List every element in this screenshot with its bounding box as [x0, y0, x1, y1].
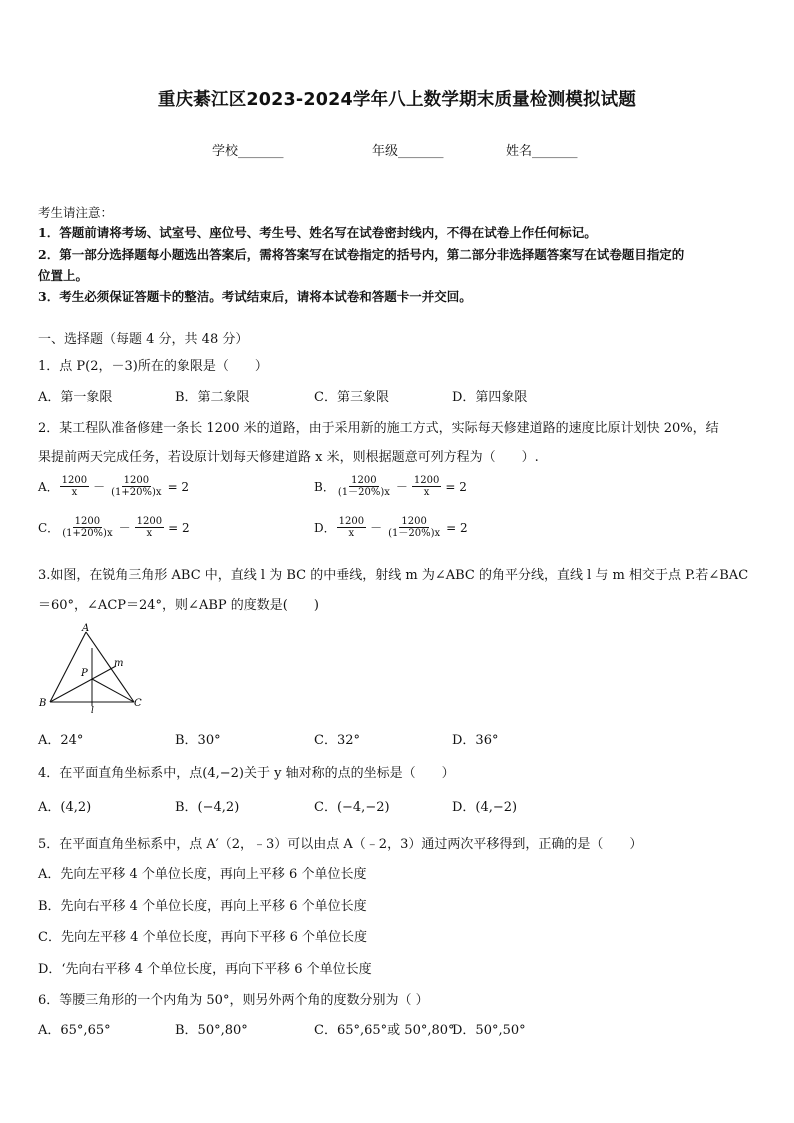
minus-sign: －: [395, 480, 408, 494]
fraction: [135, 516, 164, 539]
option-label: A．: [38, 480, 59, 494]
equals: = 2: [168, 520, 190, 535]
q4-option-b: B．(−4,2): [175, 800, 240, 815]
q3-option-c: C．32°: [314, 733, 360, 748]
fraction: [109, 475, 163, 498]
q5-option-a: A．先向左平移 4 个单位长度，再向上平移 6 个单位长度: [38, 867, 367, 882]
minus-sign: －: [370, 521, 383, 535]
minus-sign: －: [93, 480, 106, 494]
q3-option-b: B．30°: [175, 733, 221, 748]
denominator: (1+20%)x: [62, 528, 113, 539]
q1-option-a: A．第一象限: [38, 390, 113, 405]
q5-option-b: B．先向右平移 4 个单位长度，再向上平移 6 个单位长度: [38, 899, 367, 914]
denominator: (1+20%)x: [111, 487, 162, 498]
numerator: 1200: [136, 516, 163, 527]
q1-stem: 1．点 P(2，－3)所在的象限是（ ）: [38, 359, 268, 374]
q3-option-d: D．36°: [452, 733, 499, 748]
denominator: x: [146, 528, 153, 539]
school-field: 学校_______: [212, 144, 284, 159]
label-m: m: [114, 658, 124, 669]
q2-option-b: [314, 475, 470, 498]
numerator: 1200: [123, 475, 150, 486]
side-ac: [86, 632, 134, 702]
denominator: x: [71, 487, 78, 498]
fraction: [386, 516, 442, 539]
q4-option-c: C．(−4,−2): [314, 800, 390, 815]
q2-option-a: [38, 475, 192, 498]
q2-stem-line2: 果提前两天完成任务，若设原计划每天修建道路 x 米，则根据题意可列方程为（ ）.: [38, 450, 539, 465]
notice-item-2-cont: 位置上。: [38, 268, 89, 283]
segment-pc: [92, 679, 134, 702]
grade-field: 年级_______: [372, 144, 444, 159]
q6-stem: 6．等腰三角形的一个内角为 50°，则另外两个角的度数分别为（ ）: [38, 993, 429, 1008]
label-l: l: [91, 706, 94, 714]
equals: = 2: [446, 520, 468, 535]
q6-option-a: A．65°,65°: [38, 1023, 111, 1038]
label-a: A: [82, 623, 90, 634]
option-label: B．: [314, 480, 335, 494]
q4-stem: 4．在平面直角坐标系中，点(4,−2)关于 y 轴对称的点的坐标是（ ）: [38, 766, 455, 781]
denominator: (1－20%)x: [388, 528, 441, 539]
q2-option-c: [38, 516, 193, 539]
fraction: [60, 475, 89, 498]
equals: = 2: [167, 479, 190, 494]
name-field: 姓名_______: [506, 144, 578, 159]
page-title: 重庆綦江区2023-2024学年八上数学期末质量检测模拟试题: [157, 90, 637, 110]
q6-option-c: C．65°,65°或 50°,80°: [314, 1023, 455, 1038]
numerator: 1200: [338, 516, 365, 527]
q3-stem-line2: ＝60°，∠ACP＝24°，则∠ABP 的度数是( ): [38, 598, 319, 613]
minus-sign: －: [118, 521, 131, 535]
denominator: x: [348, 528, 355, 539]
label-c: C: [134, 698, 142, 709]
q1-option-b: B．第二象限: [175, 390, 250, 405]
q5-option-c: C．先向左平移 4 个单位长度，再向下平移 6 个单位长度: [38, 930, 368, 945]
q1-option-c: C．第三象限: [314, 390, 389, 405]
numerator: 1200: [413, 475, 440, 486]
fraction: [336, 475, 392, 498]
numerator: 1200: [401, 516, 427, 527]
option-label: D．: [314, 521, 336, 535]
section-heading: 一、选择题（每题 4 分，共 48 分）: [38, 332, 249, 347]
triangle-figure: [36, 622, 156, 714]
notice-item-2: 2．第一部分选择题每小题选出答案后，需将答案写在试卷指定的括号内，第二部分非选择题答案写在试卷题目指定的: [38, 247, 685, 262]
notice-item-3: 3．考生必须保证答题卡的整洁。考试结束后，请将本试卷和答题卡一并交回。: [38, 289, 472, 304]
q6-option-b: B．50°,80°: [175, 1023, 248, 1038]
fraction: [60, 516, 114, 539]
notice-heading: 考生请注意：: [38, 205, 114, 220]
numerator: 1200: [351, 475, 377, 486]
notice-item-1: 1．答题前请将考场、试室号、座位号、考生号、姓名写在试卷密封线内，不得在试卷上作任何标记。: [38, 225, 597, 240]
q3-option-a: A．24°: [38, 733, 84, 748]
label-b: B: [39, 698, 47, 709]
q4-option-d: D．(4,−2): [452, 800, 518, 815]
q2-stem-line1: 2．某工程队准备修建一条长 1200 米的道路，由于采用新的施工方式，实际每天修建道路的速度比原计划快 20%，结: [38, 421, 719, 436]
numerator: 1200: [74, 516, 101, 527]
q2-option-d: [314, 516, 471, 539]
q5-stem: 5．在平面直角坐标系中，点 A′（2，﹣3）可以由点 A（﹣2，3）通过两次平移得到，正确的是（ ）: [38, 837, 643, 852]
denominator: (1－20%)x: [337, 487, 390, 498]
fraction: [412, 475, 441, 498]
q5-option-d: D．‘先向右平移 4 个单位长度，再向下平移 6 个单位长度: [38, 962, 372, 977]
q6-option-d: D．50°,50°: [452, 1023, 526, 1038]
side-ab: [50, 632, 86, 702]
q3-stem-line1: 3.如图，在锐角三角形 ABC 中，直线 l 为 BC 的中垂线，射线 m 为∠ABC 的角平分线，直线 l 与 m 相交于点 P.若∠BAC: [38, 568, 749, 583]
q4-option-a: A．(4,2): [38, 800, 92, 815]
label-p: P: [81, 668, 88, 679]
fraction: [337, 516, 366, 539]
equals: = 2: [445, 479, 467, 494]
numerator: 1200: [61, 475, 88, 486]
denominator: x: [423, 487, 430, 498]
q1-option-d: D．第四象限: [452, 390, 528, 405]
option-label: C．: [38, 521, 60, 535]
